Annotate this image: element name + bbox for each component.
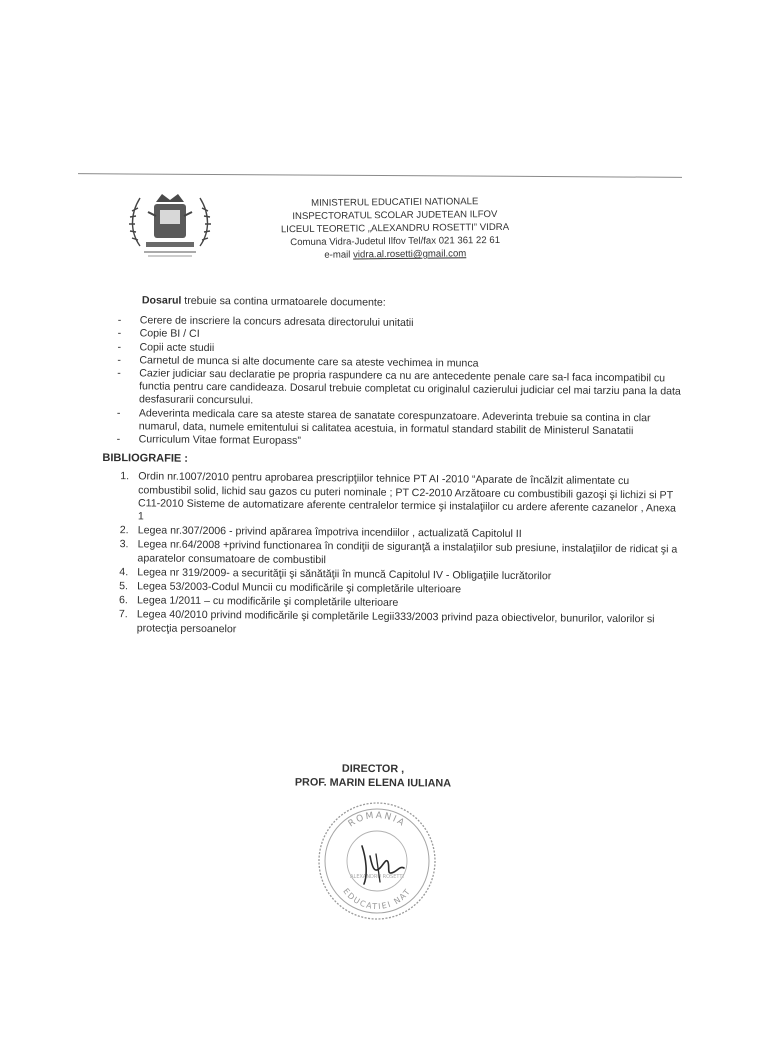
- item-number: 3.: [119, 538, 129, 551]
- list-item-text: Legea 1/2011 – cu modificările şi completările ulterioare: [137, 594, 399, 610]
- dash-bullet: -: [116, 406, 121, 419]
- svg-text:EDUCATIEI NAT: [341, 887, 412, 911]
- seal-bottom-text: EDUCATIEI NAT: [341, 886, 413, 912]
- list-item-text: Ordin nr.1007/2010 pentru aprobarea prescripţiilor tehnice PT AI -2010 “Aparate de încălzit alimentate cu combustibil solid, lichid sau gazos cu puteri nominale ; PT C2-2010 Arzătoare cu combustibili gazoşi şi lichizi si PT C11-2010 Sisteme de automatizare aferente centralelor termice şi instalaţiilor cu ardere aferente cazanelor , Anexa 1: [137, 470, 677, 523]
- list-item-text: Copii acte studii: [139, 340, 215, 354]
- email-label: e-mail: [324, 249, 354, 261]
- seal-middle-text: ALEXANDRU ROSETTI: [350, 874, 404, 880]
- signature-title: DIRECTOR ,: [341, 762, 405, 776]
- dash-bullet: -: [117, 314, 122, 327]
- list-item: [101, 608, 681, 640]
- dash-bullet: -: [117, 340, 122, 353]
- item-number: 6.: [119, 594, 128, 607]
- item-number: 1.: [120, 470, 130, 483]
- intro-rest: trebuie sa contina urmatoarele documente:: [181, 294, 386, 309]
- list-item-text: Legea 53/2003-Codul Muncii cu modificările şi completările ulterioare: [137, 580, 462, 596]
- dash-bullet: -: [117, 353, 121, 366]
- seal-top-text: ROMANIA: [346, 810, 408, 830]
- item-number: 2.: [119, 524, 129, 537]
- list-item-text: Adeverinta medicala care sa ateste starea de sanatate corespunzatoare. Adeverinta trebuie sa contina in clar numarul, data, numele emitentului si calitatea acestuia, in formatul standard stabilit de Ministerul Sanatatii: [138, 406, 651, 437]
- required-documents-list: [103, 314, 684, 452]
- bibliography-title: BIBLIOGRAFIE :: [102, 452, 189, 466]
- letterhead-inspectorate: INSPECTORATUL SCOLAR JUDETEAN ILFOV: [292, 208, 498, 223]
- list-item-text: Legea nr.307/2006 - privind apărarea împotriva incendiilor , actualizată Capitolul II: [137, 524, 522, 541]
- list-item-text: Cerere de inscriere la concurs adresata directorului unitatii: [139, 314, 414, 330]
- letterhead-address: Comuna Vidra-Judetul Ilfov Tel/fax 021 361 22 61: [290, 234, 501, 249]
- official-seal-icon: [314, 798, 440, 924]
- dash-bullet: -: [116, 433, 121, 446]
- item-number: 5.: [119, 580, 129, 593]
- intro-paragraph: [142, 294, 684, 312]
- list-item-text: Copie BI / CI: [139, 327, 200, 341]
- bibliography-list: [101, 470, 683, 640]
- letterhead-ministry: MINISTERUL EDUCATIEI NATIONALE: [311, 196, 479, 209]
- dash-bullet: -: [117, 327, 122, 340]
- list-item-text: Legea nr 319/2009- a securităţii şi sănătăţii în muncă Capitolul IV - Obligaţiile lucrătorilor: [137, 566, 552, 583]
- coat-of-arms-icon: [126, 188, 214, 260]
- letterhead-school: LICEUL TEORETIC „ALEXANDRU ROSETTI” VIDRA: [280, 221, 510, 236]
- document-body: [101, 294, 684, 641]
- header-divider: [78, 173, 682, 178]
- email-link[interactable]: vidra.al.rosetti@gmail.com: [353, 248, 467, 261]
- list-item-text: Curriculum Vitae format Europass”: [138, 433, 301, 447]
- list-item: [102, 470, 682, 528]
- item-number: 7.: [118, 608, 128, 621]
- signature-block: [258, 761, 488, 791]
- item-number: 4.: [119, 566, 129, 579]
- list-item-text: Legea nr.64/2008 +privind functionarea în condiţii de siguranţă a instalaţiilor sub presiune, instalaţiilor de ridicat şi a aparatelor consumatoare de combustibil: [137, 538, 678, 566]
- signature-name: PROF. MARIN ELENA IULIANA: [294, 776, 452, 790]
- dash-bullet: -: [117, 367, 121, 380]
- list-item-text: Cazier judiciar sau declaratie pe propria raspundere ca nu are antecedente penale care sa-l faca incompatibil cu functia pentru care candideaza. Dosarul trebuie completat cu originalul cazierului judiciar cel mai tarziu pana la data desfasurarii concursului.: [138, 367, 681, 407]
- list-item-text: Legea 40/2010 privind modificările şi completările Legii333/2003 privind paza obiectivelor, bunurilor, valorilor si protecţia persoanelor: [136, 608, 655, 635]
- list-item-text: Carnetul de munca si alte documente care sa ateste vechimea in munca: [139, 354, 479, 370]
- list-item: [103, 367, 683, 412]
- intro-bold: Dosarul: [141, 294, 182, 307]
- letterhead: [262, 195, 529, 263]
- list-item: [101, 538, 681, 570]
